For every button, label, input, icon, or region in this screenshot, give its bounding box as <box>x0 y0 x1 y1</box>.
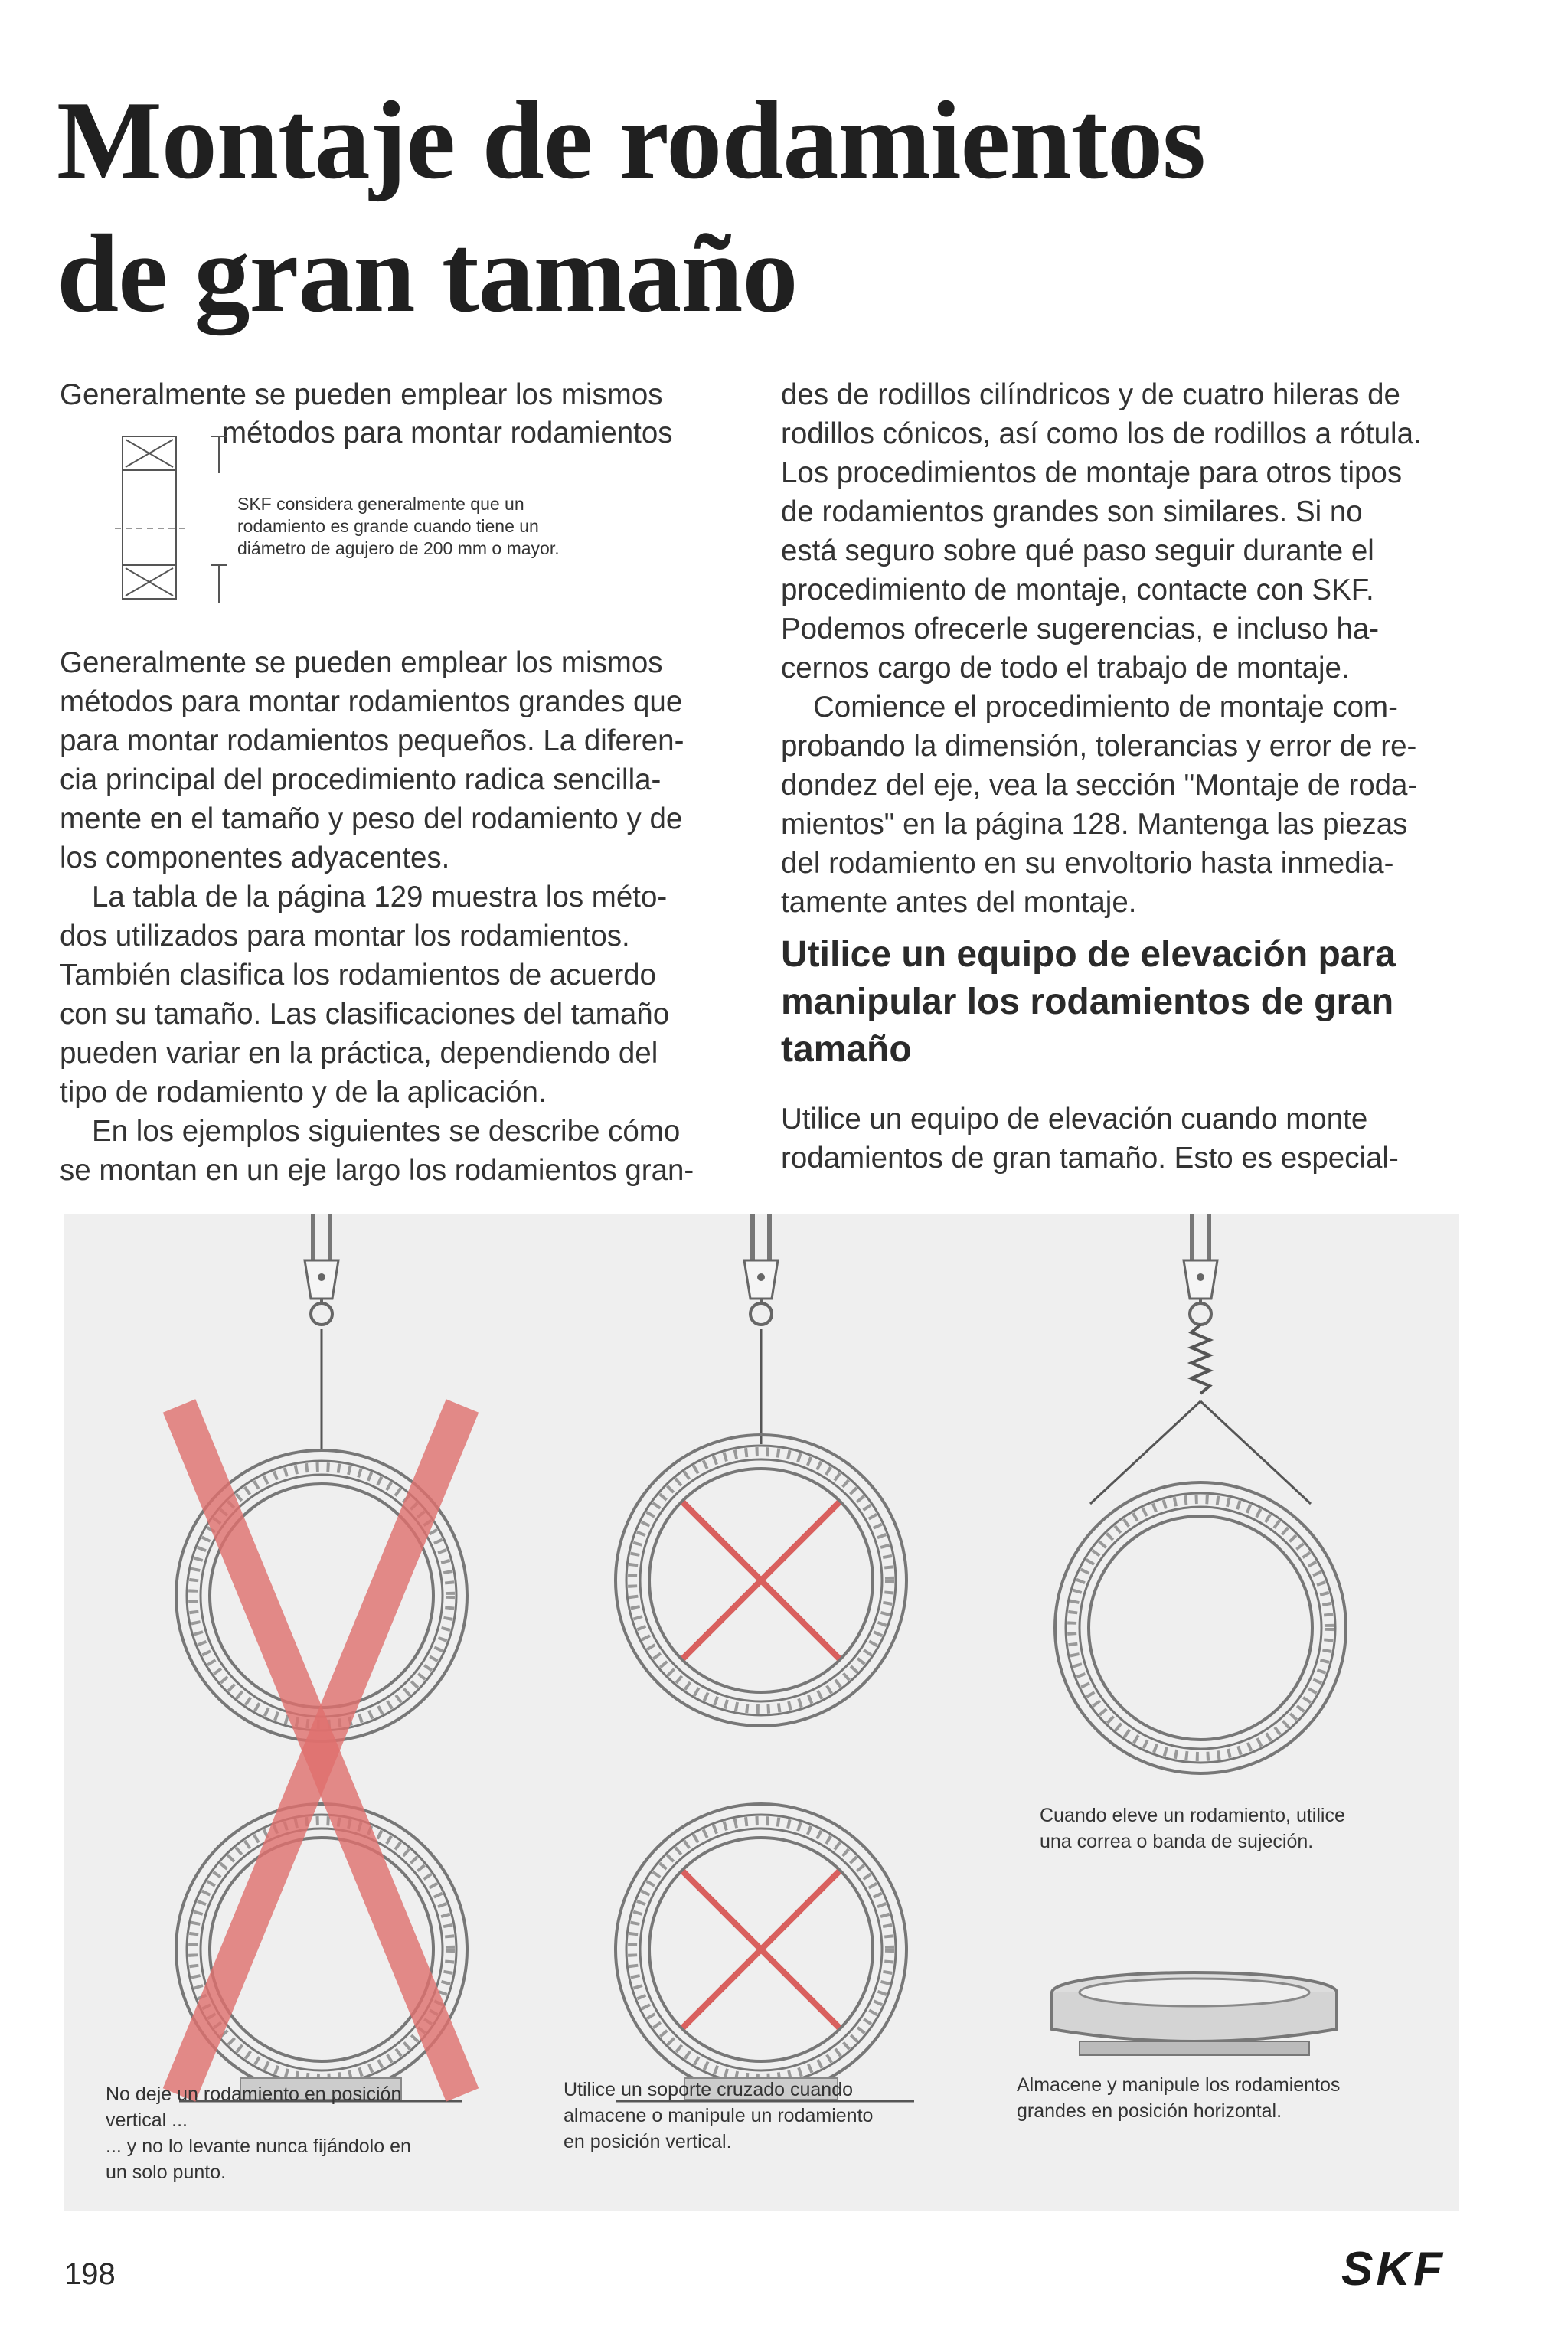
section-text: Utilice un equipo de elevación cuando monte rodamientos de gran tamaño. Esto es especial- <box>781 1103 1399 1175</box>
page-number: 198 <box>64 2257 116 2291</box>
caption-middle: Utilice un soporte cruzado cuando almacene o manipule un rodamiento en posición vertical. <box>564 2079 874 2152</box>
bearing-illustrations <box>64 1214 1459 2211</box>
section-heading: Utilice un equipo de elevación para manipular los rodamientos de gran tamaño <box>781 934 1396 1070</box>
caption-right-top: Cuando eleve un rodamiento, utilice una correa o banda de sujeción. <box>1040 1805 1345 1852</box>
caption-right-bottom: Almacene y manipule los rodamientos grandes en posición horizontal. <box>1017 2074 1341 2122</box>
right-column-text: des de rodillos cilíndricos y de cuatro hileras de rodillos cónicos, así como los de rodillos a rótula. Los procedimientos de montaje para otros tipos de rodamientos grandes son similares. Si no está seguro sobre qué paso seguir durante el procedimiento de montaje, contacte con SKF. Podemos ofrecerle sugerencias, e incluso ha- cernos cargo de todo el trabajo de montaje. Comience el procedimiento de montaje com- probando la dimensión, tolerancias y error de re- dondez del eje, vea la sección "Montaje de roda- mientos" en la página 128. Mantenga las piezas del rodamiento en su envoltorio hasta inmedia- tamente antes del montaje. <box>781 378 1422 919</box>
intro-line-2: métodos para montar rodamientos <box>222 417 673 449</box>
intro-note: SKF considera generalmente que un rodamiento es grande cuando tiene un diámetro de agujero de 200 mm o mayor. <box>237 494 560 558</box>
column-1-illustration <box>176 1214 467 2101</box>
title-line-1: Montaje de rodamientos <box>57 78 1206 202</box>
caption-left: No deje un rodamiento en posición vertical ... ... y no lo levante nunca fijándolo en un solo punto. <box>106 2083 411 2183</box>
intro-line-1: Generalmente se pueden emplear los mismos <box>60 378 663 411</box>
column-2-illustration <box>616 1214 914 2101</box>
bearing-section-sketch <box>115 420 230 620</box>
left-column-text: Generalmente se pueden emplear los mismos métodos para montar rodamientos grandes que para montar rodamientos pequeños. La diferen- cia principal del procedimiento radica sencilla- mente en el tamaño y peso del rodamiento y de los componentes adyacentes. La tabla de la página 129 muestra los méto- dos utilizados para montar los rodamientos. También clasifica los rodamientos de acuerdo con su tamaño. Las clasificaciones del tamaño pueden variar en la práctica, dependiendo del tipo de rodamiento y de la aplicación. En los ejemplos siguientes se describe cómo se montan en un eje largo los rodamientos gran- <box>60 646 694 1187</box>
skf-logo: SKF <box>1341 2243 1446 2296</box>
page-title <box>57 74 1496 340</box>
title-line-2: de gran tamaño <box>57 211 798 335</box>
column-3-illustration <box>1052 1214 1346 2055</box>
